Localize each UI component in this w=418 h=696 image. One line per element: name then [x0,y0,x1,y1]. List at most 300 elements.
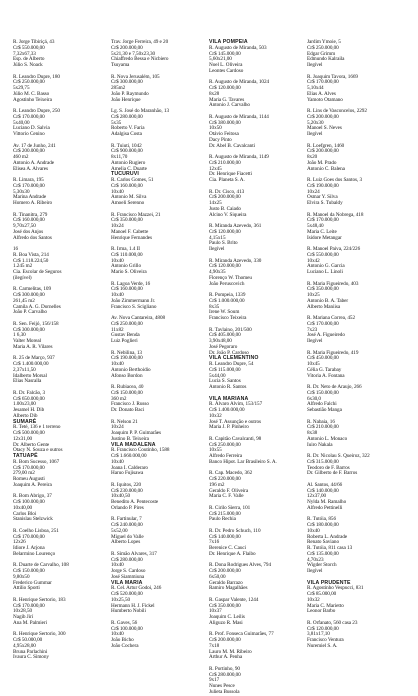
listing-line: Maria G. Tavares [209,96,245,103]
listing-line: R. Tinanitra, 279 [13,211,48,218]
listing-line: Jorge S. Cardoso [111,568,146,574]
listing-line: Cr$ 85.000,00 [307,591,337,597]
listing-line: R. Dr. Falcão, 3 [13,389,46,396]
listing-line: 10x42 [307,257,320,264]
listing-line: Cr$ 150.000,00 [307,389,339,396]
listing-line: Maria C. Marietto [307,602,344,609]
listing-line: Nylda M. Ramalho [307,499,347,505]
listing-line: 10x32 [209,412,222,419]
listing-line: Dr. Henrique Fiacetti [209,171,252,178]
listing-line: R. Álvaro Alvim, 153/157 [209,401,263,408]
listing-line: Alfredo dos Santos [13,234,52,241]
listing-line: Vittorio Cenino [13,131,45,137]
listing-line: Antonio B. A. Taber [307,297,349,304]
listing-line: Marina Andrade [13,194,47,201]
listing-line: Antonio M. Silva [111,194,147,201]
listing-line: Paulo Rechia [209,516,236,523]
listing-line: Cr$ 220.000,00 [209,476,241,482]
listing-line: Ilegível [307,568,323,574]
listing-line: Cr$ 200.000,00 [209,194,241,201]
listing-line: Cr$ 450.000,00 [307,355,339,362]
listing-line: Nunes Pesce [209,683,235,689]
listing-line: Júlio M. C. Basso [13,90,50,97]
listing-line: R. Iquitos, 220 [111,481,142,488]
listing-line: 10x40 [111,631,124,638]
column-3 [209,39,297,695]
listing-line: 11x82 [111,326,124,333]
listing-line: Cr$ 170.000,00 [307,217,339,224]
listing-line: R. Dr. Cisco, 413 [209,188,245,195]
listing-line: Amelia C. Duarte [111,165,147,172]
listing-line: R. Augusto de Miranda, 503 [209,44,267,51]
listing-line: R. Augusto de Miranda, 1144 [209,113,269,120]
listing-line: Cr$ 140.000,00 [209,533,241,540]
listing-line: Justino B. Teixeira [111,435,149,442]
listing-line: Ramiro Magalhães [209,585,248,592]
listing-line: Geraldo F. Oliveira [209,487,249,494]
listing-line: 4,90x35 [209,269,226,275]
listing-line: Aliguzo R. Masi [209,619,243,626]
listing-line: Homero A. Ribeiro [13,200,53,206]
listing-line: 5,60x21,00 [209,56,232,63]
listing-line: R. Carmelitas, 109 [13,286,52,293]
listing-line: R. Coelho Lisboa, 251 [13,527,59,534]
district-heading: VILA PRUDENTE [307,579,351,586]
listing-line: Jesamel H. Dib [13,407,45,413]
listing-line: Cr$ 215.000,00 [209,510,241,517]
listing-line: Cr$ 145.000,00 [209,50,241,57]
listing-line: 6x30,0 [307,395,321,402]
listing-line: Cr$ 120.000,00 [307,625,339,632]
listing-line: Cr$ 115.000,00 [209,366,241,373]
listing-line: Cr$ 300.000,00 [13,326,45,333]
listing-line: 10x24 [307,188,320,195]
listing-line: 196 m2 [209,481,225,488]
listing-line: 10x50 [209,125,222,132]
listing-line: Mario S. Oliveira [111,269,147,275]
listing-line: Francisco Ventura [307,637,344,643]
listing-line: R. Augusto de Miranda, 1149 [209,154,269,160]
listing-line: 16 [13,246,19,252]
listing-line: Cr$ 170.000,00 [13,533,45,540]
listing-line: R. Leandro Dupre, 250 [13,108,60,114]
listing-line: Chiaffredo Bessa e Nicbiero [111,56,169,63]
listing-line: Cr$ 200.000,00 [111,44,143,51]
listing-line: R. Cap. Macedo, 362 [209,470,253,477]
listing-line: Júlio S. Noack [13,62,43,68]
listing-line: 10x32 [307,596,320,603]
listing-line: Luciano L. Linoli [307,269,343,275]
listing-line: 5,10x44 [307,85,324,91]
listing-line: Leontes Cardoso [209,67,244,74]
listing-line: 9,80x50 [13,573,30,580]
listing-line: Leonor Barbo [307,608,336,615]
listing-line: Av. Nova Cantareira, 4808 [111,315,166,321]
listing-line: 8x11,70 [111,154,128,160]
listing-line: Cr$ 520.000,00 [111,591,143,597]
listing-line: Cr$ 250.000,00 [111,320,143,327]
listing-line: R. Miranda Azevedo, 361 [209,223,262,229]
listing-line: Cr$ 240.000,00 [111,522,143,528]
listing-line: Cr$ 250.000,00 [13,79,45,86]
listing-line: Roberta L. Andrade [307,533,348,540]
listing-line: Francisco J. Russo [111,401,149,408]
listing-line: José T. Assunção e outros [209,418,262,425]
listing-line: Cr$ 180.000,00 [307,522,339,528]
listing-line: 12x31,00 [13,435,33,442]
listing-line: R. Joaquim Tavora, 1669 [307,73,358,80]
listing-line: R. Henrique Sertorio, 300 [13,631,66,638]
listing-line: Cr$ 500.000,00 [13,430,45,436]
listing-line: 12x45 [209,165,222,172]
listing-line: R. Boa Vista, 214 [13,251,49,258]
listing-line: Cr$ 200.000,00 [209,637,241,643]
listing-line: Antonio L. Monaco [307,435,348,442]
listing-line: Luciano D. Salvia [13,125,50,132]
listing-line: R. Pompeia, 1339 [209,292,246,298]
listing-line: Henrique Fernandes [111,234,153,241]
listing-line: 261,45 m2 [13,297,35,304]
listing-line: Dr. Henrique A. Flaibo [209,550,256,557]
listing-line: Cr$ 300.000,00 [13,292,45,298]
listing-line: 5x40,00 [13,119,30,126]
listing-line: Cr$ 200.000,00 [307,148,339,155]
listing-line: Elias Nasralla [13,378,42,385]
listing-line: Ilegível [307,131,323,137]
listing-line: Lauro M. M. Ribeiro [209,648,252,655]
listing-line: João Cochera [111,642,139,649]
listing-line: Elvira S. Tubaldy [307,200,343,206]
listing-line: 10x24 [111,424,124,431]
listing-line: R. Tuiuti, 1042 [111,142,142,149]
listing-line: R. Prof. Fonseca Guimarães, 77 [209,631,274,638]
listing-line: R. Dr. Neto de Araujo, 266 [307,384,362,390]
listing-line: 10x28,50 [13,608,33,615]
listing-line: R. Tutóia, 811 casa 13 [307,545,353,551]
listing-line: 4,15x15 [209,234,226,241]
district-heading: TUCURUVI [111,171,140,178]
listing-line: Antonio C. Balena [307,165,345,172]
listing-line: 7x18 [209,642,220,649]
listing-line: Carlos Bloi [13,510,37,517]
listing-line: R. Sen. Feijó, 156/158 [13,320,59,327]
listing-line: 3,90x48,00 [209,338,232,344]
listing-line: 279,00 m2 [13,470,35,477]
listing-line: Cr$ 150.000,00 [111,389,143,396]
listing-line: Trav. Jorge Ferreira, 49 e 20 [111,39,169,45]
listing-line: João Peruscovich [209,280,245,287]
listing-line: R. Nabaia, 16 [307,418,335,425]
listing-line: R. Dr. Pedro Schuch, 110 [209,527,261,534]
listing-line: R. Augusto de Miranda, 1024 [209,79,270,86]
district-heading: TATUAPÉ [13,453,38,459]
listing-line: Osmar Y. Silva [307,194,338,201]
listing-line: Elias A. Alves [307,90,336,97]
listing-line: Edmundo Kalraila [307,56,345,63]
listing-line: Cr$ 170.000,00 [307,320,339,327]
listing-line: Hermann H. J. Fickel [111,602,155,609]
listing-line: R. Maria Figueiredo, 419 [307,349,359,356]
listing-line: Cr$ 350.000,00 [307,286,339,293]
listing-line: 10x40 [111,188,124,195]
listing-line: Cr$ 1.000.000,00 [209,297,245,304]
listing-line: R. Nelson 21 [111,418,138,425]
listing-line: 360 m2 [111,395,127,402]
column-4 [307,39,397,649]
listing-line: 5x21,30 e 7,50x23,30 [111,50,156,57]
listing-line: R. Henrique Sertorio, 183 [13,596,66,603]
listing-line: R. Carlos Gomes, 51 [111,177,154,183]
listing-line: 9,70x27,50 [13,223,36,229]
listing-line: 5,30x30 [13,188,30,195]
listing-line: João P. Carvalho [13,309,47,316]
listing-line: Cr$ 190.000,00 [111,355,143,362]
listing-line: Alberto Dib [13,412,38,419]
listing-line: 10x40 [111,361,124,367]
listing-line: João P. Raymundo [111,90,149,97]
listing-line: Cr$ 300.000,00 [111,79,143,86]
listing-line: R. Jorge Tibiriçá, 43 [13,39,55,45]
listing-line: R. Francisco Coutinho, 1588 [111,447,170,454]
listing-line: Cr$ 315.000,00 [307,458,339,465]
listing-line: R. Limara, 195 [13,177,44,183]
listing-line: R. Lagoa Verde, 16 [111,280,151,287]
listing-line: Joana I. Calderaro [111,464,148,471]
listing-line: R. Bom Sucesso, 1067 [13,458,60,465]
listing-line: Cr$ 170.000,00 [307,79,339,86]
listing-line: Antonio J. Carvalho [209,102,250,109]
listing-line: Iuiro Nakala [307,441,333,448]
listing-line: Irene W. Soum [209,309,240,316]
listing-line: Cr$ 100.000,00 [111,625,143,632]
listing-line: Banco Hipot. Lar Brasileiro S. A. [209,458,277,465]
listing-line: Bruna Parlachini [13,648,48,655]
listing-line: Cia. Escolar de Seguros [13,269,62,275]
listing-line: Cr$ 1.118.224,50 [13,257,49,264]
listing-line: R. Portinho, 90 [209,665,240,672]
listing-line: Célia G. Tarabay [307,366,342,373]
listing-line: Esp. de Alberto [13,56,45,63]
listing-line: R. Miranda Azevedo, 330 [209,257,262,264]
column-1 [13,39,101,661]
listing-line: 10x40 [111,292,124,298]
listing-line: R. Teté, 136 e 1 terreno [13,424,61,431]
listing-line: Otacy N. Souza e outros [13,447,63,454]
listing-line: Cr$ 190.000,00 [307,182,339,189]
listing-line: 10x40,00 [13,504,33,511]
listing-line: Arthur A. Penha [209,654,243,661]
district-heading: SUMARÉ [13,418,37,425]
listing-line: R. Tavlaino, 201/500 [209,326,252,333]
listing-line: 9x17 [209,677,220,684]
listing-line: R. Cirilo Sierra, 101 [209,504,251,511]
listing-line: 5x29,75 [13,85,30,91]
listing-line: Sebastião Manga [307,407,342,413]
listing-line: Manoel F. Cabette [111,228,149,235]
listing-line: Antonio Rugiero [111,159,146,166]
listing-line: Roberto V. Faria [111,125,145,132]
listing-line: R. Dona Rodrigues Alves, 794 [209,562,271,569]
listing-line: Cr$ 550.000,00 [307,251,339,258]
listing-line: Francisco S. Scigliano [111,303,157,310]
listing-line: Idiore J. Arjona [13,545,45,551]
listing-line: 4,95x28,00 [13,642,36,649]
listing-line: 10x24 [111,223,124,229]
listing-line: R. Leandro Dupre, 54 [209,361,254,367]
listing-line: Cr$ 120.000,00 [209,228,241,235]
listing-line: 8x38 [307,430,318,436]
listing-line: R. Manoel Paiva, 224/226 [307,246,361,252]
listing-line: Florenço W. Thomeu [209,274,252,281]
listing-line: 460 m2 [13,154,29,160]
listing-line: Romeu Augusti [13,476,45,482]
listing-line: Edgar Grimm [307,50,336,57]
listing-line: Cr$ 120.000,00 [209,85,241,91]
listing-line: Cr$ 100.000,00 [13,499,45,505]
listing-line: 6x50,00 [209,573,226,580]
listing-line: Nuremiel S. A. [307,642,338,649]
listing-line: 10x25,50 [111,596,131,603]
listing-line: Belarmino Lourenço [13,550,56,557]
listing-line: R. Orfanato, 560 casa 23 [307,619,358,626]
listing-line: Cr$ 170.000,00 [13,113,45,120]
district-heading: VILA MARIANA [209,395,249,402]
listing-line: Joaquim A. Pereira [13,481,52,488]
listing-line: Cr$ 210.000,00 [307,424,339,431]
listing-line: Cr$ 150.000,00 [13,568,45,574]
listing-line: Cr$ 120.000,00 [209,263,241,270]
listing-line: Alfredo Ferreira [209,453,243,459]
listing-line: R. 25 de Março, 937 [13,355,55,362]
listing-line: Vitoria A. Fontana [307,372,345,379]
listing-line: 1.00x23,00 [13,401,36,408]
listing-line: R. Fartinular, 7 [111,516,142,523]
listing-line: R. Loefgren, 1460 [307,142,345,149]
listing-line: Cr$ 135.000,00 [307,550,339,557]
listing-line: R. Gaspar Valente, 1244 [209,596,259,603]
listing-line: Dacy Pinto [209,136,232,143]
listing-line: Maria C. F. Valle [209,493,244,500]
listing-line: João Zimmermann Jr. [111,297,156,304]
listing-line: R. Gaves, 56 [111,619,138,626]
listing-line: Cr$ 210.000,00 [209,159,241,166]
listing-line: R. Simão Alvares, 317 [111,550,157,557]
listing-line: Justo B. Caiado [209,205,241,212]
listing-line: 10x37 [209,608,222,615]
listing-line: Alberto Lopes [111,539,141,546]
listing-line: Luiz Poglieri [111,338,138,344]
listing-line: Valter Moreal [13,338,42,344]
listing-line: José Pegoraro [209,343,238,350]
listing-line: Otávio Feitosa [209,131,239,137]
listing-line: 10x45 [307,361,320,367]
district-heading: VILA POMPEIA [209,39,248,45]
listing-line: José dos Anjos [13,228,44,235]
listing-line: Joaquim P. P. Guimarães [111,430,162,436]
listing-line: R. Nebilina, 13 [111,349,142,356]
listing-line: Frederico Gummar [13,579,52,586]
listing-line: Cr$ 350.000,00 [209,602,241,609]
listing-line: Cr$ 110.000,00 [111,251,143,258]
listing-line: R. Maria Figueiredo, 403 [307,280,359,287]
listing-line: Cr$ 1.660.000,00 [111,453,147,459]
listing-line: 10x40 [111,562,124,569]
listing-line: Antonio R. Santos [209,384,247,390]
listing-line: 2,37x11,50 [13,366,36,373]
listing-line: R. Dr. Nicolau S. Queiroz, 322 [307,453,370,459]
listing-line: 10x55 [209,447,222,454]
listing-line: Cr$ 230.000,00 [111,487,143,494]
listing-line: Agostinho Teixeira [13,96,52,103]
listing-line: 3,81x17,10 [307,631,330,638]
listing-line: Cr$ 160.000,00 [111,286,143,293]
listing-line: Cr$ 1.400.000,00 [13,361,49,367]
listing-line: R. Irma, 1.4 II [111,246,140,252]
listing-line: Ana M. Palmieri [13,619,47,626]
listing-line: Tsuyama [111,62,130,68]
listing-line: 12x26 [13,539,26,546]
listing-line: 10x40,50 [111,493,131,500]
listing-line: R. Tutóia, 856 [307,516,336,523]
listing-line: Cr$ 250.000,00 [209,441,241,448]
listing-line: 10x40 [307,527,320,534]
listing-line: Idalberto Morsal [13,372,47,379]
listing-line: Ivaura C. Simony [13,654,49,661]
listing-line: Renato Saviano [307,539,340,546]
listing-line: Antonio G. Garcia [307,263,345,270]
listing-line: Cr$ 280.000,00 [209,671,241,678]
listing-line: Antonio Grillo [111,263,141,270]
listing-line: 5x35 [111,119,122,126]
listing-line: 7x23 [307,326,318,333]
listing-line: Cr$ 350.000,00 [111,217,143,224]
listing-line: 7,32x67,33 [13,50,36,57]
listing-line: R. Rubiacea, 40 [111,384,144,390]
listing-line: Cia. Planeta S. A. [209,177,245,183]
listing-line: Maria C. Leite [307,228,337,235]
listing-line: 4,70x23 [307,556,324,563]
listing-line: Lg. S. José do Maranhão, 13 [111,108,170,114]
district-heading: VILA MADALENA [111,441,156,448]
listing-line: 10x25 [307,292,320,298]
listing-line: 8x35 [209,303,220,310]
listing-line: Av. 17 de Junho, 241 [13,142,56,149]
listing-line: 5x48,40 [307,223,324,229]
listing-line: 5x52,00 [111,527,128,534]
listing-line: Cr$ 900.000,00 [111,148,143,155]
listing-line: Afonso Bordon [111,372,143,379]
listing-line: Antonio Berthoidio [111,366,151,373]
listing-line: Cr$ 380.000,00 [209,119,241,126]
listing-line: R. Bom Abrigo, 37 [13,493,52,500]
listing-line: Cr$ 170.000,00 [13,464,45,471]
listing-line: Ilegível [307,338,323,344]
listing-line: Alfredo Falchi [307,401,337,408]
listing-line: Lucia S. Santos [209,378,241,385]
listing-line: Cr$ 405.000,00 [209,332,241,339]
listing-line: R. Nova Jerusalém, 105 [111,73,160,80]
listing-line: Dr. Donato Baci [111,407,145,413]
listing-line: Manoel S. Neves [307,125,342,132]
listing-line: 1.245 m2 [13,263,33,270]
listing-line: Dr. Gilberto de F. Barros [307,470,358,477]
listing-line: Berenice C. Cauci [209,545,247,551]
listing-line: Teodoro de F. Barros [307,464,350,471]
listing-line: Cr$ 200.000,00 [307,113,339,120]
listing-line: Al. Santos, 44/66 [307,481,343,488]
listing-line: Dr. Alberto Gente [13,441,50,448]
district-heading: VILA CLEMENTINO [209,355,259,362]
